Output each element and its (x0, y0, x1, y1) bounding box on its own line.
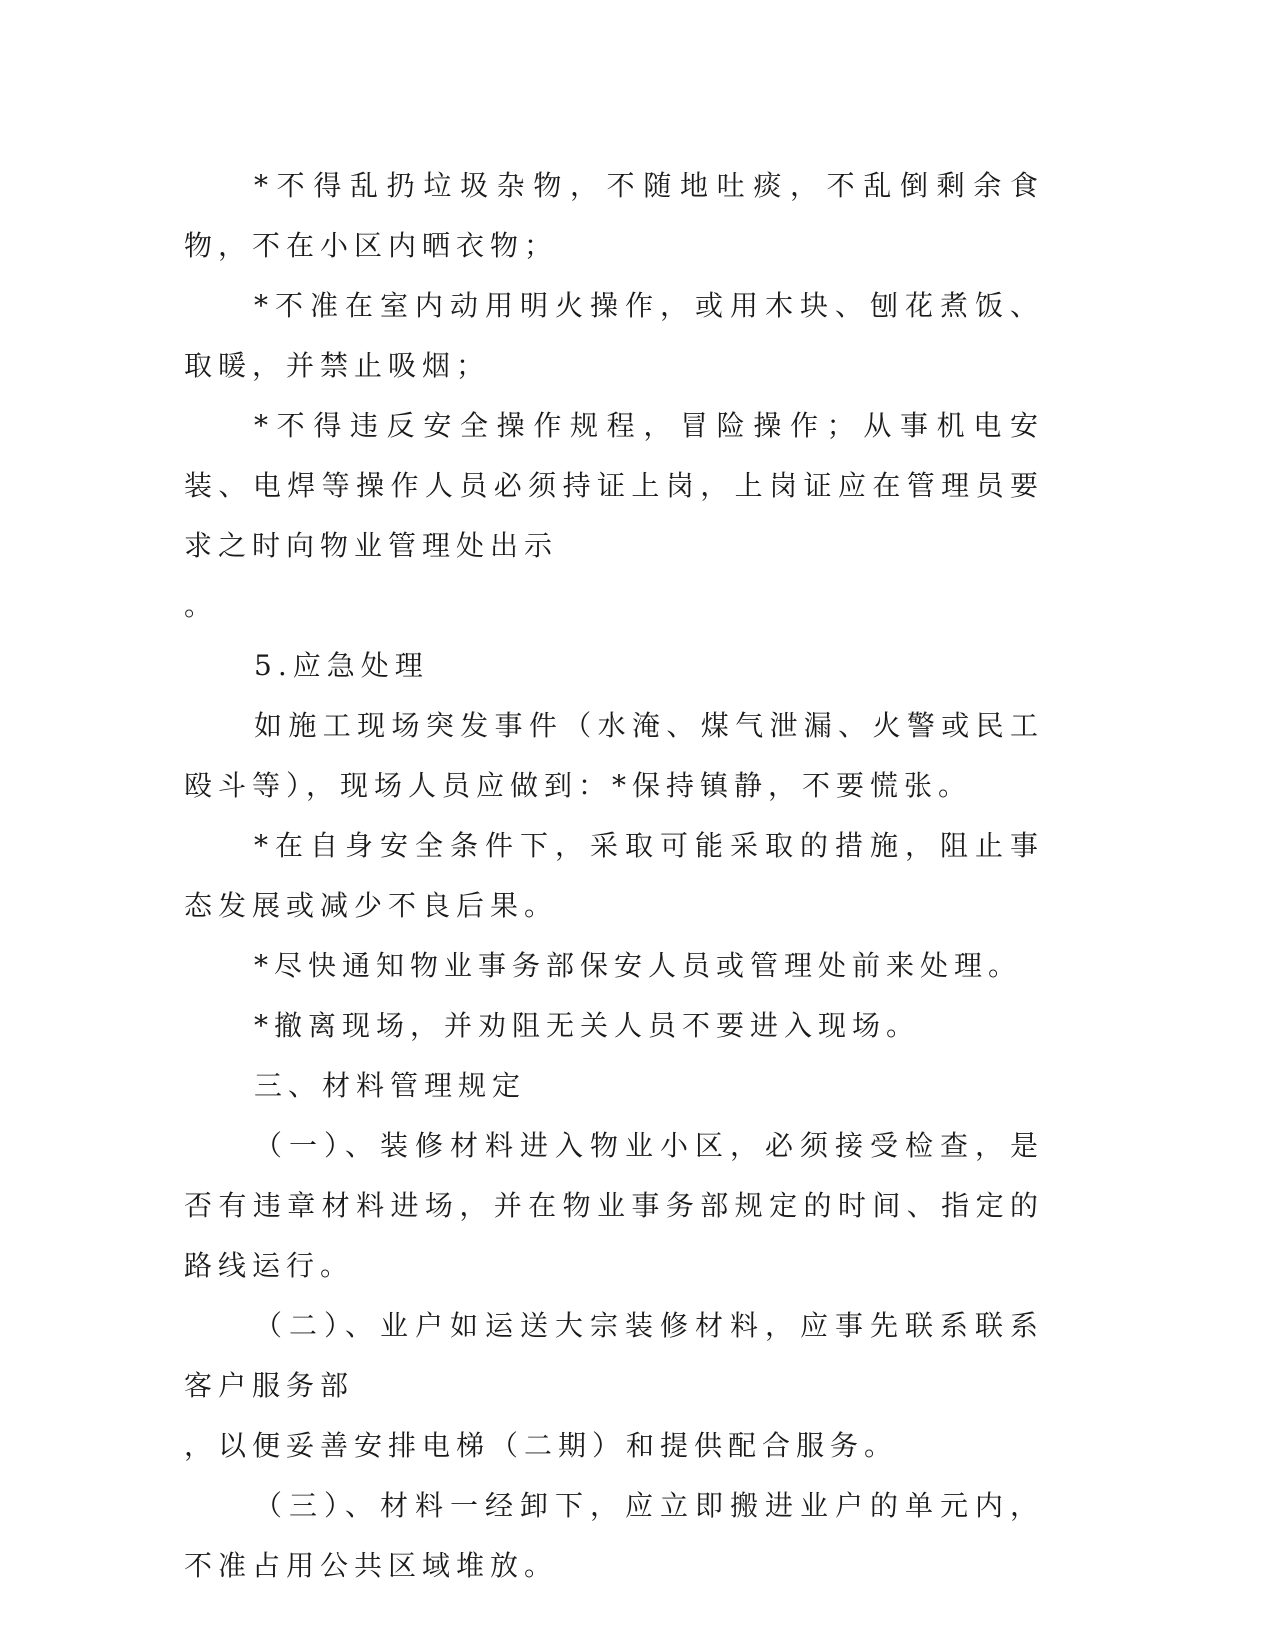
paragraph-bulk-materials-continuation: ，以便妥善安排电梯（二期）和提供配合服务。 (184, 1429, 899, 1462)
document-body (184, 156, 1044, 1596)
paragraph-materials-inspection: （一）、装修材料进入物业小区，必须接受检查，是否有违章材料进场，并在物业事务部规定的时间、指定的路线运行。 (184, 1129, 1044, 1282)
paragraph-unloading: （三）、材料一经卸下，应立即搬进业户的单元内，不准占用公共区域堆放。 (184, 1489, 1044, 1582)
paragraph-no-open-fire: *不准在室内动用明火操作，或用木块、刨花煮饭、取暖，并禁止吸烟； (184, 289, 1044, 382)
paragraph-emergency-intro: 如施工现场突发事件（水淹、煤气泄漏、火警或民工殴斗等），现场人员应做到：*保持镇静，不要慌张。 (184, 709, 1044, 802)
paragraph-safety-rules: *不得违反安全操作规程，冒险操作；从事机电安装、电焊等操作人员必须持证上岗，上岗证应在管理员要求之时向物业管理处出示 (184, 409, 1044, 562)
paragraph-period-continuation: 。 (184, 589, 219, 622)
paragraph-bulk-materials: （二）、业户如运送大宗装修材料，应事先联系联系客户服务部 (184, 1309, 1044, 1402)
paragraph-take-measures: *在自身安全条件下，采取可能采取的措施，阻止事态发展或减少不良后果。 (184, 829, 1044, 922)
paragraph-evacuate: *撤离现场，并劝阻无关人员不要进入现场。 (254, 1009, 921, 1042)
section-heading-materials: 三、材料管理规定 (254, 1069, 527, 1102)
paragraph-notify-security: *尽快通知物业事务部保安人员或管理处前来处理。 (254, 949, 1023, 982)
section-heading-emergency: 5.应急处理 (254, 649, 429, 682)
paragraph-no-littering: *不得乱扔垃圾杂物，不随地吐痰，不乱倒剩余食物，不在小区内晒衣物； (184, 169, 1044, 262)
